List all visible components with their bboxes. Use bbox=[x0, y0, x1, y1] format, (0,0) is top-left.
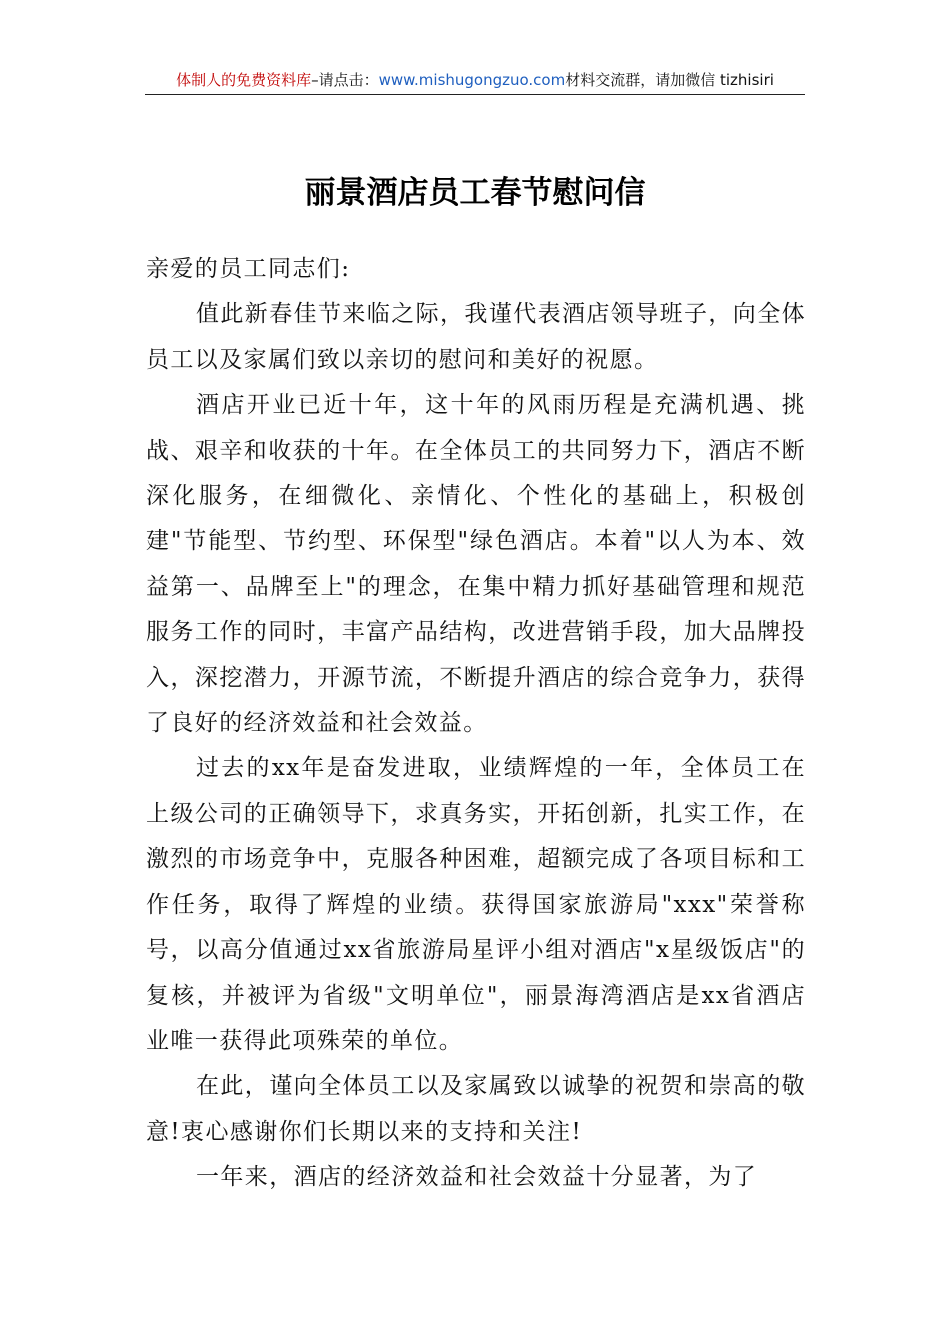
paragraph-2: 酒店开业已近十年，这十年的风雨历程是充满机遇、挑战、艰辛和收获的十年。在全体员工的共同努力下，酒店不断深化服务，在细微化、亲情化、个性化的基础上，积极创建"节能型、节约型、环保型"绿色酒店。本着"以人为本、效益第一、品牌至上"的理念，在集中精力抓好基础管理和规范服务工作的同时，丰富产品结构，改进营销手段，加大品牌投入，深挖潜力，开源节流，不断提升酒店的综合竞争力，获得了良好的经济效益和社会效益。 bbox=[146, 392, 806, 737]
header-url-link[interactable]: www.mishugongzuo.com bbox=[378, 71, 566, 89]
header-contact-text: 材料交流群，请加微信 tizhisiri bbox=[565, 71, 774, 89]
header-click-text: –请点击： bbox=[311, 71, 379, 89]
header-library-label: 体制人的免费资料库 bbox=[176, 71, 312, 89]
paragraph-4: 在此，谨向全体员工以及家属致以诚挚的祝贺和崇高的敬意!衷心感谢你们长期以来的支持和关注! bbox=[146, 1073, 806, 1145]
document-body bbox=[146, 247, 806, 1201]
paragraph-5: 一年来，酒店的经济效益和社会效益十分显著，为了 bbox=[196, 1164, 758, 1191]
page-header bbox=[145, 68, 805, 95]
paragraph-3: 过去的xx年是奋发进取，业绩辉煌的一年，全体员工在上级公司的正确领导下，求真务实，开拓创新，扎实工作，在激烈的市场竞争中，克服各种困难，超额完成了各项目标和工作任务，取得了辉煌的业绩。获得国家旅游局"xxx"荣誉称号，以高分值通过xx省旅游局星评小组对酒店"x星级饭店"的复核，并被评为省级"文明单位"，丽景海湾酒店是xx省酒店业唯一获得此项殊荣的单位。 bbox=[146, 755, 806, 1054]
document-title: 丽景酒店员工春节慰问信 bbox=[304, 175, 646, 211]
paragraph-1: 值此新春佳节来临之际，我谨代表酒店领导班子，向全体员工以及家属们致以亲切的慰问和美好的祝愿。 bbox=[146, 301, 806, 373]
salutation: 亲爱的员工同志们: bbox=[146, 256, 351, 282]
